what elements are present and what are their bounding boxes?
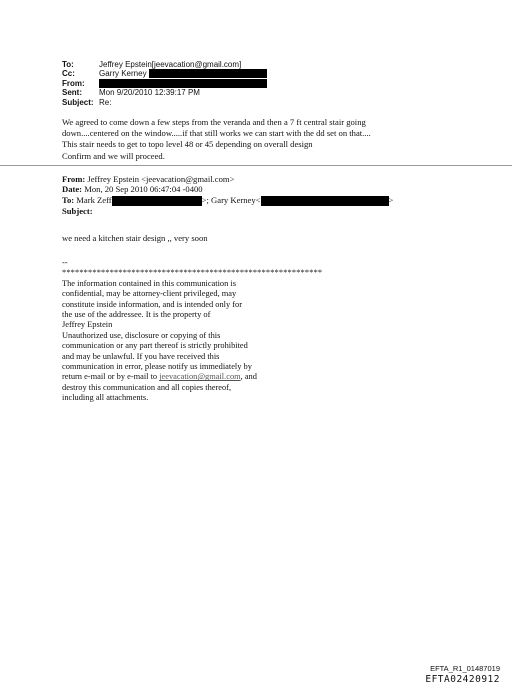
sig-line: Unauthorized use, disclosure or copying of this xyxy=(62,330,221,340)
cc-value: Garry Kerney xyxy=(99,69,147,79)
sig-line: and may be unlawful. If you have received this xyxy=(62,351,220,361)
header-subject-row xyxy=(62,98,267,107)
sig-line: communication in error, please notify us immediately by xyxy=(62,362,252,372)
sig-stars: ************************************************************ xyxy=(62,268,323,278)
fwd-date-label: Date: xyxy=(62,184,83,195)
fwd-from-value: Jeffrey Epstein <jeevacation@gmail.com> xyxy=(87,174,235,184)
sig-line-email xyxy=(62,372,322,382)
header-to-row xyxy=(62,60,267,69)
fwd-date-value: Mon, 20 Sep 2010 06:47:04 -0400 xyxy=(84,184,203,195)
fwd-subject-row xyxy=(62,206,482,216)
footer-id-secondary: EFTA02420912 xyxy=(425,674,500,685)
message-text: we need a kitchen stair design ,, very soon xyxy=(62,233,208,243)
footer-id-primary: EFTA_R1_01487019 xyxy=(430,664,500,673)
fwd-date-row xyxy=(62,184,482,194)
sig-email-suffix: , and xyxy=(240,372,257,382)
sig-dashes: -- xyxy=(62,258,68,267)
subject-value: Re: xyxy=(99,97,112,107)
sent-label: Sent: xyxy=(62,88,82,98)
fwd-to-label: To: xyxy=(62,194,75,205)
email-link[interactable]: jeevacation@gmail.com xyxy=(159,372,241,382)
to-value: Jeffrey Epstein[jeevacation@gmail.com] xyxy=(99,60,242,69)
cc-label: Cc: xyxy=(62,69,75,79)
sig-line: destroy this communication and all copies thereof, xyxy=(62,382,232,392)
reply-line: Confirm and we will proceed. xyxy=(62,150,165,161)
sig-line: the use of the addressee. It is the property of xyxy=(62,310,211,320)
sig-line: communication or any part thereof is strictly prohibited xyxy=(62,341,248,351)
reply-body xyxy=(62,117,482,162)
fwd-subject-label: Subject: xyxy=(62,205,93,216)
sig-line: including all attachments. xyxy=(62,393,149,403)
forwarded-header xyxy=(62,174,482,216)
divider xyxy=(0,165,512,166)
signature-block xyxy=(62,258,322,404)
sent-value: Mon 9/20/2010 12:39:17 PM xyxy=(99,88,200,98)
to-label: To: xyxy=(62,60,74,69)
header-sent-row xyxy=(62,88,267,97)
subject-label: Subject: xyxy=(62,97,94,107)
sig-email-prefix: return e-mail or by e-mail to xyxy=(62,372,160,382)
sig-line: constitute inside information, and is intended only for xyxy=(62,299,243,309)
fwd-to-separator: >; Gary Kerney< xyxy=(201,194,261,205)
reply-line: down....centered on the window.....if that still works we can start with the dd set on that.... xyxy=(62,128,371,139)
sig-line: confidential, may be attorney-client privileged, may xyxy=(62,289,237,299)
fwd-to-value: Mark Zeff xyxy=(76,194,112,205)
reply-line: We agreed to come down a few steps from the veranda and then a 7 ft central stair going xyxy=(62,117,366,127)
redaction-box xyxy=(99,79,267,88)
fwd-to-row xyxy=(62,195,482,206)
fwd-to-end: > xyxy=(388,194,394,205)
header-from-row xyxy=(62,79,267,88)
redaction-box xyxy=(149,69,267,78)
redaction-box xyxy=(112,196,202,206)
reply-line: This stair needs to get to topo level 48 or 45 depending on overall design xyxy=(62,139,313,150)
redaction-box xyxy=(261,196,389,206)
fwd-from-label: From: xyxy=(62,174,86,184)
email-header xyxy=(62,60,267,107)
from-label: From: xyxy=(62,78,85,88)
sig-line: The information contained in this communication is xyxy=(62,278,236,288)
fwd-from-row xyxy=(62,174,482,184)
header-cc-row xyxy=(62,69,267,78)
sig-line: Jeffrey Epstein xyxy=(62,320,113,330)
